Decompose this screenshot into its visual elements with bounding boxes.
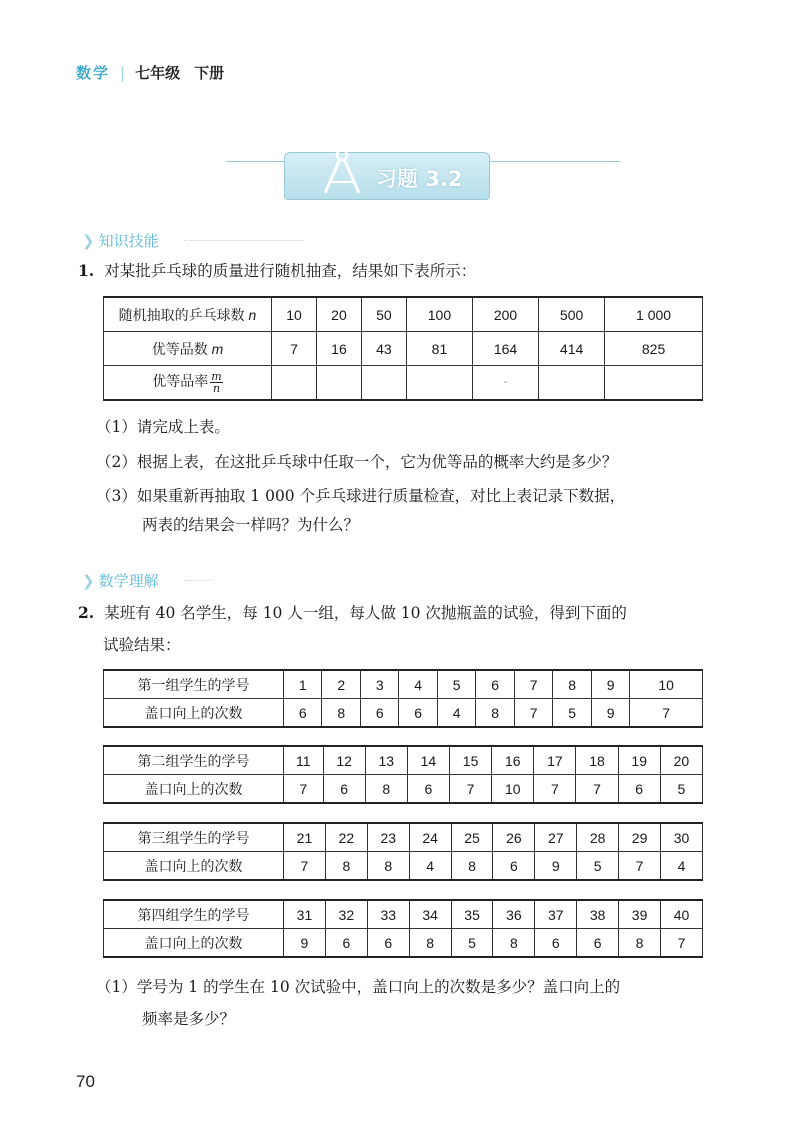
page-number: 70: [76, 1072, 95, 1091]
table-cell-empty: [361, 366, 406, 401]
table-cell: 39: [619, 900, 661, 929]
table-cell-empty: [272, 366, 317, 401]
table-row: [104, 746, 703, 775]
table-cell: 28: [577, 823, 619, 852]
table-cell: 8: [476, 699, 514, 728]
table-cell: 30: [661, 823, 703, 852]
table-cell: 26: [493, 823, 535, 852]
row-header-counts: 盖口向上的次数: [104, 775, 284, 804]
title-rule-right: [488, 161, 620, 162]
table-cell: 100: [406, 297, 472, 332]
table-cell: 9: [284, 929, 326, 958]
question-1-number: 1.: [78, 261, 95, 280]
table-cell: 7: [534, 775, 576, 804]
table-cell: 10: [630, 670, 703, 699]
table-cell: 10: [492, 775, 534, 804]
table-cell: 14: [407, 746, 449, 775]
table-cell: 2: [322, 670, 360, 699]
table-cell: 8: [325, 852, 367, 881]
table-cell: 8: [322, 699, 360, 728]
table-row: [104, 699, 703, 728]
question-1-sub-1: （1）请完成上表。: [96, 418, 230, 436]
table-cell: 20: [316, 297, 361, 332]
table-cell: 825: [605, 332, 703, 366]
table-cell: 8: [365, 775, 407, 804]
table-cell: 7: [450, 775, 492, 804]
table-cell: 16: [316, 332, 361, 366]
row-header-good-rate: [104, 366, 272, 401]
table-row: [104, 775, 703, 804]
exercise-title: 习题 3.2: [376, 167, 463, 191]
table-cell: 6: [323, 775, 365, 804]
table-cell: 1: [284, 670, 322, 699]
table-cell: 7: [284, 852, 326, 881]
table-cell: 12: [323, 746, 365, 775]
table-cell-empty: -: [472, 366, 538, 401]
row-header-good-count: [104, 332, 272, 366]
table-cell: 8: [409, 929, 451, 958]
table-cell: 43: [361, 332, 406, 366]
table-cell: 8: [367, 852, 409, 881]
table-cell: 4: [399, 670, 437, 699]
table-cell: 9: [591, 670, 629, 699]
table-cell: 11: [284, 746, 324, 775]
table-cell: 8: [619, 929, 661, 958]
table-cell: 34: [409, 900, 451, 929]
table-cell: 9: [591, 699, 629, 728]
row-header-sample-count: [104, 297, 272, 332]
table-cell: 17: [534, 746, 576, 775]
table-cell: 6: [618, 775, 660, 804]
table-cell: 23: [367, 823, 409, 852]
table-group-1: [103, 669, 703, 728]
table-cell: 6: [493, 852, 535, 881]
table-pingpong-quality: [103, 296, 703, 401]
table-cell: 81: [406, 332, 472, 366]
table-cell: 6: [476, 670, 514, 699]
table-cell: 7: [661, 929, 703, 958]
table-cell: 37: [535, 900, 577, 929]
table-cell-empty: [605, 366, 703, 401]
table-cell: 19: [618, 746, 660, 775]
table-row: [104, 670, 703, 699]
question-2: [78, 600, 627, 626]
table-cell: 40: [661, 900, 703, 929]
table-cell: 18: [576, 746, 618, 775]
table-cell: 200: [472, 297, 538, 332]
row-header-counts: 盖口向上的次数: [104, 929, 284, 958]
table-cell: 7: [630, 699, 703, 728]
table-cell: 25: [451, 823, 493, 852]
table-cell: 8: [493, 929, 535, 958]
row-header-ids: 第四组学生的学号: [104, 900, 284, 929]
table-cell: 164: [472, 332, 538, 366]
table-cell: 4: [437, 699, 475, 728]
row-label: 随机抽取的乒乓球数: [118, 306, 245, 323]
table-cell: 6: [325, 929, 367, 958]
row-header-ids: 第一组学生的学号: [104, 670, 284, 699]
table-group-3: [103, 822, 703, 881]
row-label: 优等品率: [152, 373, 209, 390]
table-cell: 4: [409, 852, 451, 881]
chevron-right-icon: ❯: [82, 232, 95, 250]
table-row: [104, 900, 703, 929]
table-cell: 29: [619, 823, 661, 852]
table-cell: 1 000: [605, 297, 703, 332]
table-cell: 5: [577, 852, 619, 881]
table-cell: 24: [409, 823, 451, 852]
table-cell-empty: [316, 366, 361, 401]
table-cell: 6: [284, 699, 322, 728]
question-2-number: 2.: [78, 603, 95, 622]
table-cell: 7: [619, 852, 661, 881]
section-dotted-rule: [184, 580, 212, 581]
title-rule-left: [226, 161, 284, 162]
table-cell: 33: [367, 900, 409, 929]
table-row: [104, 823, 703, 852]
chevron-right-icon: ❯: [82, 572, 95, 590]
table-cell: 6: [367, 929, 409, 958]
question-2-sub-1: （1）学号为 1 的学生在 10 次试验中，盖口向上的次数是多少？盖口向上的: [96, 978, 621, 996]
table-group-2: [103, 745, 703, 804]
table-cell: 6: [360, 699, 398, 728]
table-cell: 8: [451, 852, 493, 881]
table-cell-empty: [406, 366, 472, 401]
table-cell: 7: [514, 699, 552, 728]
table-row: [104, 297, 703, 332]
table-cell: 6: [399, 699, 437, 728]
table-cell: 21: [284, 823, 326, 852]
question-2-line-1: 某班有 40 名学生，每 10 人一组，每人做 10 次抛瓶盖的试验，得到下面的: [104, 604, 627, 622]
table-cell: 6: [535, 929, 577, 958]
question-1-text: 对某批乒乓球的质量进行随机抽查，结果如下表所示：: [104, 262, 477, 280]
table-cell: 20: [660, 746, 702, 775]
row-header-counts: 盖口向上的次数: [104, 699, 284, 728]
section-heading-skills: [82, 230, 159, 251]
table-row: [104, 929, 703, 958]
table-cell: 7: [514, 670, 552, 699]
compass-icon: [316, 146, 368, 198]
table-cell: 4: [661, 852, 703, 881]
table-row: [104, 332, 703, 366]
question-1-sub-3: （3）如果重新再抽取 1 000 个乒乓球进行质量检查，对比上表记录下数据，: [96, 487, 626, 505]
section-heading-understanding: [82, 570, 159, 591]
table-cell: 6: [407, 775, 449, 804]
section-skills-label: 知识技能: [98, 232, 159, 250]
table-cell: 10: [272, 297, 317, 332]
fraction-numerator: m: [211, 370, 222, 383]
table-cell: 8: [553, 670, 591, 699]
header-subject: 数学: [76, 64, 111, 82]
table-cell-empty: [539, 366, 605, 401]
table-cell: 22: [325, 823, 367, 852]
table-cell: 36: [493, 900, 535, 929]
table-cell: 38: [577, 900, 619, 929]
table-cell: 3: [360, 670, 398, 699]
section-dotted-rule: [184, 240, 304, 241]
table-row: [104, 366, 703, 401]
section-understanding-label: 数学理解: [98, 572, 159, 590]
table-cell: 7: [272, 332, 317, 366]
question-1-sub-3-cont: 两表的结果会一样吗？为什么？: [142, 516, 360, 534]
table-cell: 5: [660, 775, 702, 804]
table-cell: 32: [325, 900, 367, 929]
table-cell: 13: [365, 746, 407, 775]
table-cell: 6: [577, 929, 619, 958]
row-label: 优等品数: [151, 340, 208, 357]
table-cell: 7: [284, 775, 324, 804]
table-cell: 500: [539, 297, 605, 332]
row-header-ids: 第二组学生的学号: [104, 746, 284, 775]
table-cell: 5: [437, 670, 475, 699]
fraction-m-over-n: [210, 371, 222, 394]
table-cell: 15: [450, 746, 492, 775]
variable-m: m: [211, 340, 224, 357]
header-term: 下册: [194, 64, 225, 82]
table-cell: 27: [535, 823, 577, 852]
table-cell: 7: [576, 775, 618, 804]
question-2-line-2: 试验结果：: [103, 636, 181, 654]
table-cell: 414: [539, 332, 605, 366]
variable-n: n: [248, 306, 257, 323]
header-separator: |: [120, 64, 126, 82]
table-cell: 50: [361, 297, 406, 332]
table-group-4: [103, 899, 703, 958]
fraction-denominator: n: [212, 382, 221, 395]
question-2-sub-1-cont: 频率是多少？: [142, 1010, 236, 1028]
table-cell: 35: [451, 900, 493, 929]
table-cell: 5: [553, 699, 591, 728]
table-cell: 16: [492, 746, 534, 775]
question-1: [78, 258, 476, 284]
page-header: [76, 62, 224, 83]
question-1-sub-2: （2）根据上表，在这批乒乓球中任取一个，它为优等品的概率大约是多少？: [96, 453, 618, 471]
table-row: [104, 852, 703, 881]
row-header-ids: 第三组学生的学号: [104, 823, 284, 852]
row-header-counts: 盖口向上的次数: [104, 852, 284, 881]
header-grade: 七年级: [135, 64, 181, 82]
table-cell: 31: [284, 900, 326, 929]
table-cell: 9: [535, 852, 577, 881]
table-cell: 5: [451, 929, 493, 958]
